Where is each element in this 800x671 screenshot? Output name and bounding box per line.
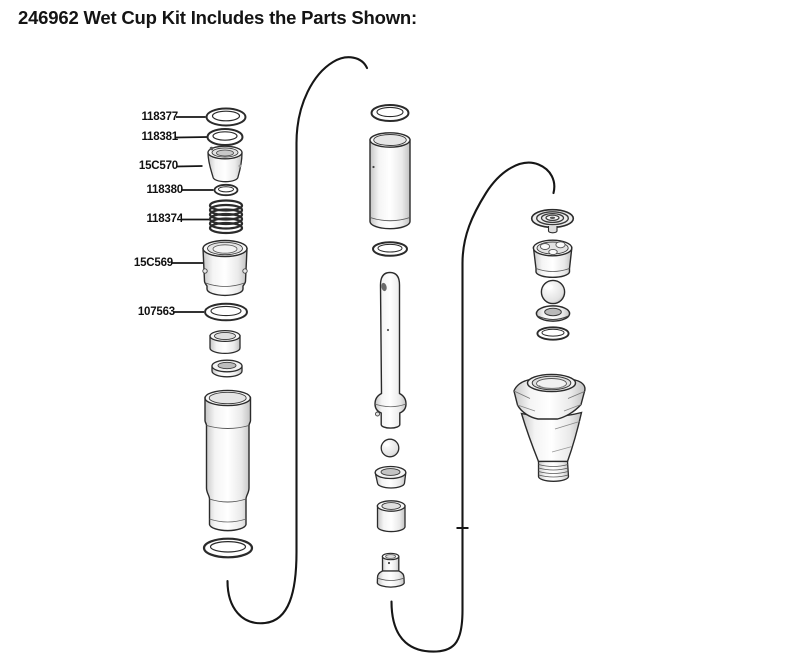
piston-valve-drawing — [377, 553, 404, 587]
pump-cylinder-drawing — [205, 390, 251, 530]
ball-piston-drawing — [381, 439, 399, 457]
seal-washer-drawing — [212, 360, 242, 377]
o-ring-sleeve-top-drawing — [372, 105, 409, 121]
part-label-107563: 107563 — [137, 305, 175, 318]
part-label-118380: 118380 — [146, 183, 183, 196]
ball-cage-drawing — [533, 240, 571, 277]
o-ring-sleeve-bottom-drawing — [373, 242, 407, 256]
o-ring-118381-drawing — [208, 129, 243, 145]
displacement-rod-drawing — [375, 273, 406, 429]
o-ring-118377-drawing — [207, 109, 246, 126]
wet-cup-15C569-drawing — [203, 241, 247, 296]
o-ring-intake-drawing — [537, 327, 568, 339]
throat-seat-15C570-drawing — [208, 146, 242, 181]
page-title: 246962 Wet Cup Kit Includes the Parts Shown: — [18, 7, 417, 28]
ball-seat-drawing — [536, 306, 569, 321]
piston-bushing-drawing — [377, 501, 405, 532]
grooved-retainer-disc-drawing — [532, 210, 574, 233]
o-ring-cylinder-bottom-drawing — [204, 539, 252, 558]
part-label-118381: 118381 — [141, 131, 178, 143]
piston-seal-drawing — [375, 467, 406, 489]
spring-118374-drawing — [210, 201, 242, 234]
o-ring-118380-drawing — [215, 185, 238, 195]
sleeve-tube-drawing — [370, 133, 410, 229]
o-ring-107563-drawing — [205, 304, 247, 321]
intake-valve-housing-drawing — [514, 374, 585, 481]
ball-intake-drawing — [541, 280, 564, 303]
part-label-15C569: 15C569 — [133, 256, 173, 269]
part-label-118377: 118377 — [141, 110, 178, 123]
assembly-curve-left — [228, 57, 368, 623]
part-label-15C570: 15C570 — [138, 160, 178, 172]
part-label-118374: 118374 — [146, 213, 183, 225]
upper-bushing-drawing — [210, 331, 240, 354]
